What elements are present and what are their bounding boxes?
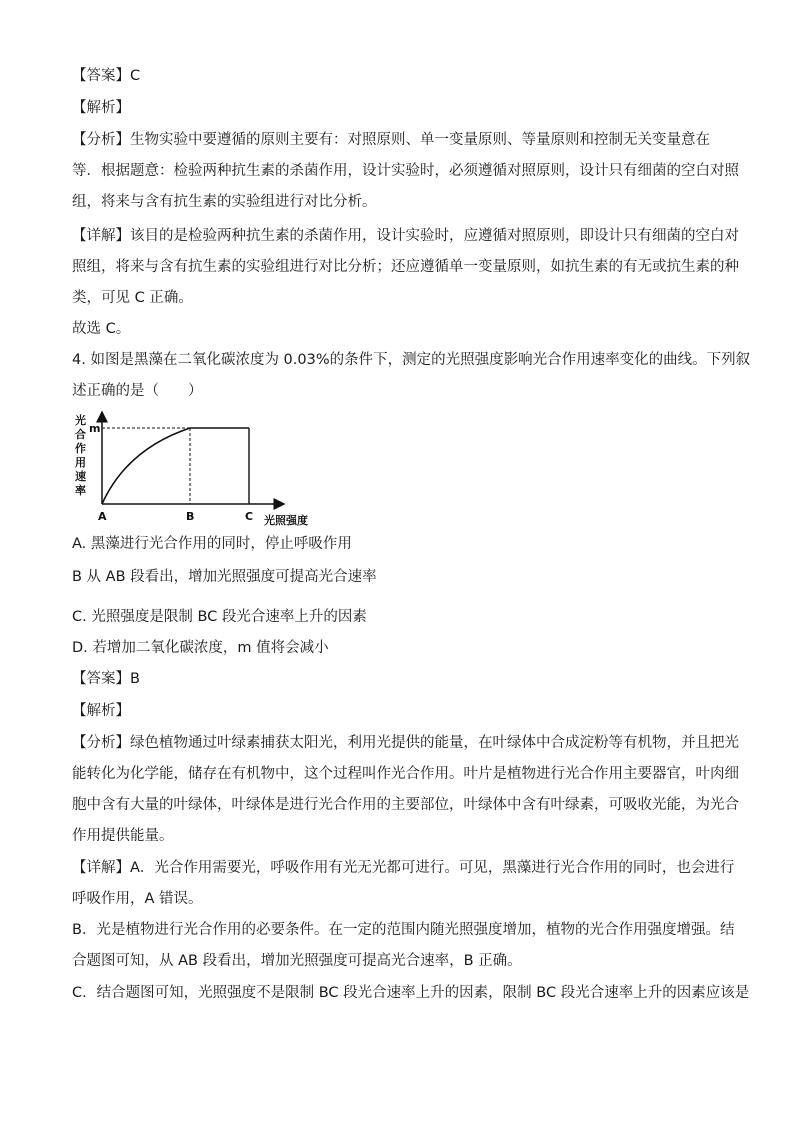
q4-stem-line-1: 4. 如图是黑藻在二氧化碳浓度为 0.03%的条件下，测定的光照强度影响光合作用速率变化的曲线。下列叙	[72, 352, 751, 368]
y-label-char: 用	[75, 456, 86, 469]
q4-fenxi-line-2: 能转化为化学能，储存在有机物中，这个过程叫作光合作用。叶片是植物进行光合作用主要器官，叶肉细	[72, 766, 739, 782]
prev-analysis-heading: 【解析】	[72, 100, 130, 116]
q4-option-b: B 从 AB 段看出，增加光照强度可提高光合速率	[72, 569, 377, 585]
photosynthesis-chart	[72, 404, 332, 528]
curve-rising	[102, 428, 190, 504]
prev-xiangjie-line-2: 照组，将来与含有抗生素的实验组进行对比分析；还应遵循单一变量原则，如抗生素的有无或抗生素的种	[72, 259, 739, 275]
q4-stem-line-2: 述正确的是（ ）	[72, 383, 203, 399]
q4-analysis-heading: 【解析】	[72, 703, 130, 719]
y-label-char: 光	[75, 414, 86, 427]
y-tick-m: m	[89, 422, 101, 435]
q4-option-c: C. 光照强度是限制 BC 段光合速率上升的因素	[72, 609, 367, 625]
q4-xiangjie-line-2: 呼吸作用，A 错误。	[72, 891, 203, 907]
q4-answer: 【答案】B	[72, 671, 140, 687]
prev-xiangjie-line-1: 【详解】该目的是检验两种抗生素的杀菌作用，设计实验时，应遵循对照原则，即设计只有细菌的空白对	[72, 228, 739, 244]
q4-fenxi-line-4: 作用提供能量。	[72, 828, 174, 844]
x-tick-a: A	[98, 510, 107, 523]
q4-option-a: A. 黑藻进行光合作用的同时，停止呼吸作用	[72, 536, 352, 552]
x-axis-label: 光照强度	[264, 514, 308, 527]
y-label-char: 作	[75, 442, 86, 455]
prev-fenxi-line-3: 组，将来与含有抗生素的实验组进行对比分析。	[72, 194, 377, 210]
q4-xiangjie-line-1: 【详解】A．光合作用需要光，呼吸作用有光无光都可进行。可见，黑藻进行光合作用的同时，也会进行	[72, 860, 735, 876]
q4-option-d: D. 若增加二氧化碳浓度，m 值将会减小	[72, 640, 329, 656]
q4-fenxi-line-3: 胞中含有大量的叶绿体，叶绿体是进行光合作用的主要部位，叶绿体中含有叶绿素，可吸收光能，为光合	[72, 797, 739, 813]
x-tick-b: B	[186, 510, 195, 523]
x-tick-c: C	[245, 510, 254, 523]
prev-fenxi-line-1: 【分析】生物实验中要遵循的原则主要有：对照原则、单一变量原则、等量原则和控制无关变量意在	[72, 132, 710, 148]
y-label-char: 率	[75, 484, 86, 497]
prev-conclusion: 故选 C。	[72, 321, 131, 337]
q4-xiangjie-line-4: 合题图可知，从 AB 段看出，增加光照强度可提高光合速率，B 正确。	[72, 953, 522, 969]
q4-xiangjie-line-3: B．光是植物进行光合作用的必要条件。在一定的范围内随光照强度增加，植物的光合作用强度增强。结	[72, 922, 735, 938]
prev-fenxi-line-2: 等．根据题意：检验两种抗生素的杀菌作用，设计实验时，必须遵循对照原则，设计只有细菌的空白对照	[72, 163, 739, 179]
prev-answer: 【答案】C	[72, 68, 141, 84]
q4-fenxi-line-1: 【分析】绿色植物通过叶绿素捕获太阳光，利用光提供的能量，在叶绿体中合成淀粉等有机物，并且把光	[72, 735, 739, 751]
y-axis-label	[75, 413, 86, 497]
y-label-char: 速	[75, 470, 86, 483]
y-label-char: 合	[75, 428, 86, 441]
prev-xiangjie-line-3: 类，可见 C 正确。	[72, 290, 193, 306]
q4-xiangjie-line-5: C．结合题图可知，光照强度不是限制 BC 段光合速率上升的因素，限制 BC 段光合速率上升的因素应该是	[72, 985, 750, 1001]
